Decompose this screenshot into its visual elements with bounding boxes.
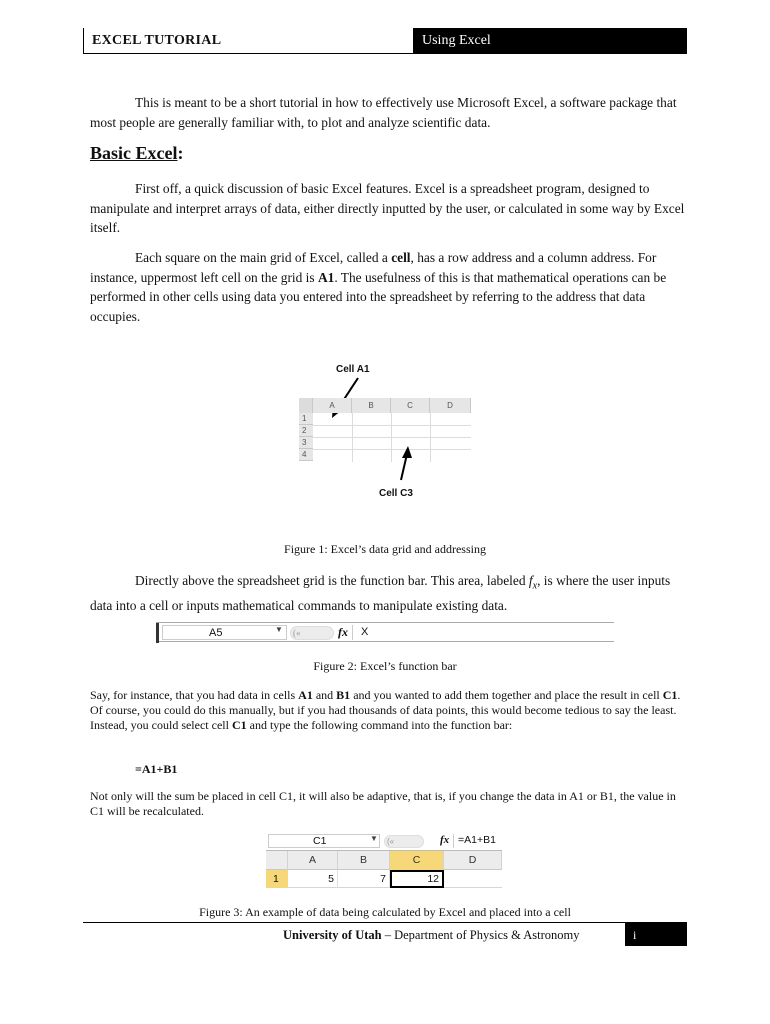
arrow-c3-icon xyxy=(396,444,416,484)
fig3-fx-icon[interactable]: fx xyxy=(440,834,450,846)
function-bar-figure xyxy=(156,622,614,642)
fig3-expand-icon[interactable]: (« xyxy=(384,835,424,848)
adaptive-paragraph: Not only will the sum be placed in cell C1, it will also be adaptive, that is, if you change the data in A1 or B1, the value in C1 will be recalculated. xyxy=(90,789,676,818)
fig3-row-1[interactable]: 1 xyxy=(266,870,288,888)
intro-paragraph: This is meant to be a short tutorial in how to effectively use Microsoft Excel, a software package that most people are generally familiar with, to plot and analyze scientific data. xyxy=(90,95,677,130)
row-header-4: 4 xyxy=(299,449,313,461)
page-number-box xyxy=(625,923,687,946)
figure-3-caption: Figure 3: An example of data being calculated by Excel and placed into a cell xyxy=(199,905,571,919)
row-header-1: 1 xyxy=(299,413,313,425)
header-title-box xyxy=(83,28,413,54)
footer-text: University of Utah – Department of Physics & Astronomy xyxy=(283,928,580,942)
figure-2-caption: Figure 2: Excel’s function bar xyxy=(313,659,457,673)
row-header-2: 2 xyxy=(299,425,313,437)
col-header-b: B xyxy=(352,398,391,413)
fx-icon[interactable]: fx xyxy=(338,625,348,639)
say-paragraph: Say, for instance, that you had data in cells A1 and B1 and you wanted to add them together and place the result in cell C1. Of course, you could do this manually, but if you had thousands of data points, this would become tedious to say the least. Instead, you could select cell C1 and type the following command into the function bar: xyxy=(90,688,681,732)
col-header-c: C xyxy=(391,398,430,413)
section-heading: Basic Excel: xyxy=(90,143,184,163)
fig3-cell-a1[interactable]: 5 xyxy=(288,870,338,888)
command-text: =A1+B1 xyxy=(135,762,178,776)
fig3-col-b[interactable]: B xyxy=(338,851,390,870)
fig3-column-headers xyxy=(266,851,502,870)
fig3-function-bar xyxy=(266,831,502,851)
fig3-cell-c1[interactable]: 12 xyxy=(390,870,444,888)
footer-divider xyxy=(83,922,687,923)
fig3-cell-b1[interactable]: 7 xyxy=(338,870,390,888)
fig3-name-box[interactable]: C1 xyxy=(268,834,380,848)
fig3-data-row xyxy=(266,870,502,888)
fig3-col-d[interactable]: D xyxy=(444,851,502,870)
header-title: EXCEL TUTORIAL xyxy=(92,33,222,48)
name-box-dropdown-icon[interactable]: ▼ xyxy=(275,625,283,634)
col-header-a: A xyxy=(313,398,352,413)
figure-1-caption: Figure 1: Excel’s data grid and addressing xyxy=(284,542,486,556)
header-section-box xyxy=(413,28,687,54)
fig3-name-box-dropdown-icon[interactable]: ▼ xyxy=(370,834,378,843)
excel-grid-figure xyxy=(299,398,471,462)
excel-calc-figure xyxy=(266,831,502,890)
basic-paragraph-2: Each square on the main grid of Excel, called a cell, has a row address and a column address. For instance, uppermost left cell on the grid is A1. The usefulness of this is that mathematical operations can be performed in other cells using data you entered into the spreadsheet by referring to the address that data occupies. xyxy=(90,250,667,324)
callout-cell-a1: Cell A1 xyxy=(336,364,370,375)
fig3-col-c[interactable]: C xyxy=(390,851,444,870)
section-heading-text: Basic Excel xyxy=(90,143,178,163)
row-header-3: 3 xyxy=(299,437,313,449)
fig3-formula-input[interactable]: =A1+B1 xyxy=(453,834,502,848)
page-number: i xyxy=(633,928,637,942)
callout-cell-c3: Cell C3 xyxy=(379,488,413,499)
basic-paragraph-1: First off, a quick discussion of basic Excel features. Excel is a spreadsheet program, designed to manipulate and interpret arrays of data, either directly inputted by the user, or calculated in some way by Excel itself. xyxy=(90,181,685,235)
name-box[interactable]: A5 xyxy=(162,625,287,640)
header-section: Using Excel xyxy=(422,33,491,48)
col-header-d: D xyxy=(430,398,471,413)
formula-input[interactable]: X xyxy=(352,625,614,640)
fig3-col-a[interactable]: A xyxy=(288,851,338,870)
function-bar-paragraph: Directly above the spreadsheet grid is the function bar. This area, labeled $f_x$, is where the user inputs data into a cell or inputs mathematical commands to manipulate existing data. xyxy=(90,573,671,614)
expand-collapse-icon[interactable]: (« xyxy=(290,626,334,640)
